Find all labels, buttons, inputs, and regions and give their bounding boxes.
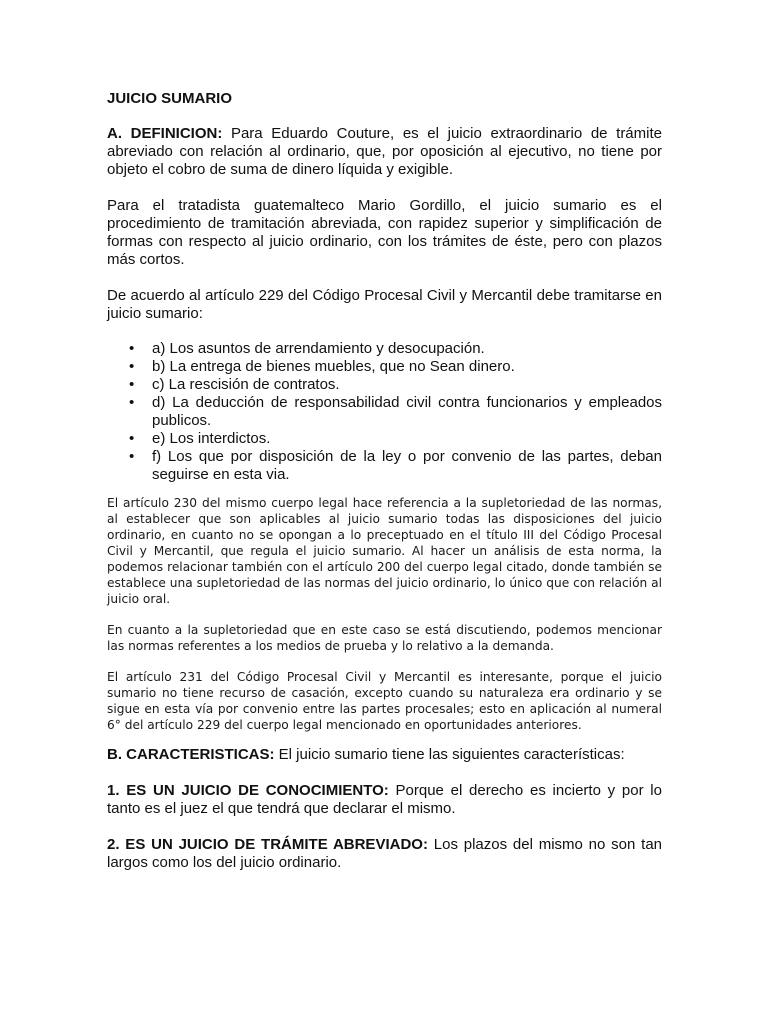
bullet-icon: • xyxy=(129,358,135,375)
pasted-excerpt xyxy=(107,495,662,733)
articulo-229-paragraph: De acuerdo al artículo 229 del Código Procesal Civil y Mercantil debe tramitarse en juicio sumario: xyxy=(107,287,662,322)
bullet-icon: • xyxy=(129,394,135,411)
conocimiento-text: Porque el derecho es incierto y por lo tanto es el juez el que tendrá que declarar el mismo. xyxy=(107,782,662,817)
list-item-text: f) Los que por disposición de la ley o por convenio de las partes, deban seguirse en esta via. xyxy=(152,448,662,483)
definicion-text: Para Eduardo Couture, es el juicio extraordinario de trámite abreviado con relación al ordinario, que, por oposición al ejecutivo, no tiene por objeto el cobro de suma de dinero líquida y exigible. xyxy=(107,125,662,178)
bullet-icon: • xyxy=(129,448,135,465)
caracteristicas-text: El juicio sumario tiene las siguientes características: xyxy=(274,746,625,763)
articulo-230-paragraph: El artículo 230 del mismo cuerpo legal hace referencia a la supletoriedad de las normas, al establecer que son aplicables al juicio sumario todas las disposiciones del juicio ordinario, en cuanto no se opongan a lo preceptuado en el título III del Código Procesal Civil y Mercantil, que regula el juicio sumario. Al hacer un análisis de esta norma, la podemos relacionar también con el artículo 200 del cuerpo legal citado, donde también se establece una supletoriedad de las normas del juicio ordinario, lo único que con relación al juicio oral. xyxy=(107,496,662,606)
list-item-text: b) La entrega de bienes muebles, que no Sean dinero. xyxy=(152,358,515,375)
caracteristicas-label: B. CARACTERISTICAS: xyxy=(107,746,275,763)
list-item-text: c) La rescisión de contratos. xyxy=(152,376,340,393)
list-item-text: d) La deducción de responsabilidad civil contra funcionarios y empleados publicos. xyxy=(152,394,662,429)
list-item xyxy=(129,358,662,376)
list-item xyxy=(129,340,662,358)
definicion-label: A. DEFINICION: xyxy=(107,125,223,142)
list-item xyxy=(129,394,662,430)
bullet-icon: • xyxy=(129,430,135,447)
caracteristicas-paragraph xyxy=(107,746,662,764)
list-item xyxy=(129,376,662,394)
tramite-abreviado-paragraph xyxy=(107,836,662,872)
supletoriedad-paragraph: En cuanto a la supletoriedad que en este caso se está discutiendo, podemos mencionar las normas referentes a los medios de prueba y lo relativo a la demanda. xyxy=(107,623,662,653)
articulo-231-paragraph: El artículo 231 del Código Procesal Civil y Mercantil es interesante, porque el juicio sumario no tiene recurso de casación, excepto cuando su naturaleza era ordinario y se sigue en esta vía por convenio entre las partes procesales; esto en aplicación al numeral 6° del artículo 229 del cuerpo legal mencionado en oportunidades anteriores. xyxy=(107,670,662,732)
bullet-icon: • xyxy=(129,376,135,393)
document-page xyxy=(107,90,662,872)
document-title: JUICIO SUMARIO xyxy=(107,90,233,107)
conocimiento-paragraph xyxy=(107,782,662,818)
tramite-abreviado-label: 2. ES UN JUICIO DE TRÁMITE ABREVIADO: xyxy=(107,836,428,853)
gordillo-paragraph: Para el tratadista guatemalteco Mario Gordillo, el juicio sumario es el procedimiento de tramitación abreviada, con rapidez superior y simplificación de formas con respecto al juicio ordinario, con los trámites de éste, pero con plazos más cortos. xyxy=(107,197,662,268)
list-item-text: e) Los interdictos. xyxy=(152,430,271,447)
list-item xyxy=(129,430,662,448)
definicion-paragraph xyxy=(107,125,662,179)
list-item-text: a) Los asuntos de arrendamiento y desocupación. xyxy=(152,340,485,357)
asuntos-list xyxy=(107,340,662,484)
tramite-abreviado-text: Los plazos del mismo no son tan largos como los del juicio ordinario. xyxy=(107,836,663,871)
conocimiento-label: 1. ES UN JUICIO DE CONOCIMIENTO: xyxy=(107,782,389,799)
list-item xyxy=(129,448,662,484)
bullet-icon: • xyxy=(129,340,135,357)
